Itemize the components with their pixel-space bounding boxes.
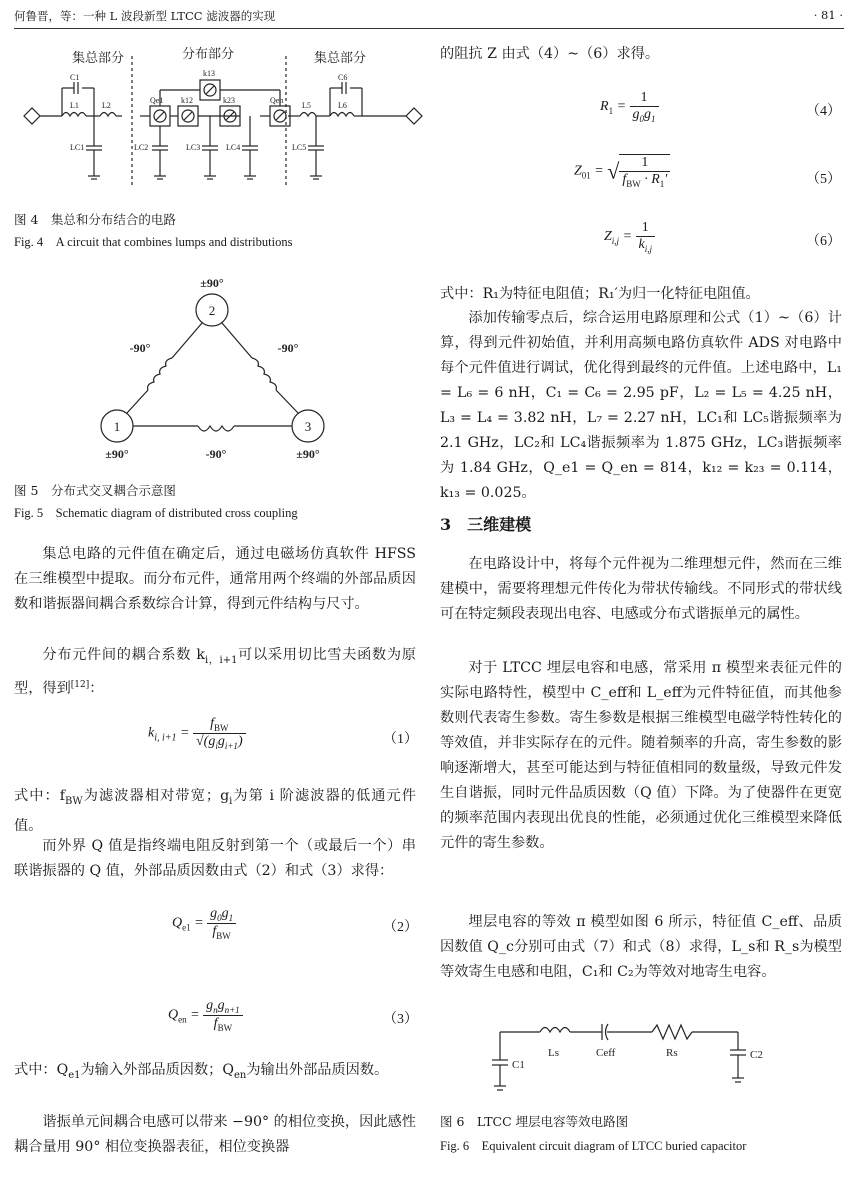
- fig4-comp-lc2: LC2: [134, 143, 149, 152]
- fig6-caption-en: Fig. 6 Equivalent circuit diagram of LTCC buried capacitor: [440, 1139, 747, 1153]
- fig5-caption-cn: 图 5 分布式交叉耦合示意图: [14, 483, 176, 498]
- section-heading: 3 三维建模: [440, 515, 532, 534]
- equation-6-number: （6）: [806, 234, 841, 249]
- fig4-circuit-diagram: [14, 38, 434, 198]
- fig4-label-distributed: 分布部分: [182, 46, 235, 61]
- fig5-node-3: 3: [304, 419, 312, 434]
- right-para-2: 添加传输零点后，综合运用电路原理和公式（1）~（6）计算，得到元件初始值，并利用高频电路仿真软件 ADS 对电路中每个元件值进行调试，优化得到最终的元件值。上述电路中，L₁ = L₆ = 6 nH，C₁ = C₆ = 2.95 pF，L₂ = L₅ = 4.25 nH，L₃ = L₄ = 3.82 nH，L₇ = 2.27 nH，LC₁和 LC₅谐振频率为 2.1 GHz，LC₂和 LC₄谐振频率为 1.875 GHz，LC₃谐振频率为 1.84 GHz，Q_e1 = Q_en = 814，k₁₂ = k₂₃ = 0.114，k₁₃ = 0.025。: [440, 310, 842, 501]
- fig5-node-2-label: ±90°: [200, 276, 224, 290]
- fig4-comp-l6: L6: [338, 101, 347, 110]
- fig4-comp-k13: k13: [203, 69, 215, 78]
- right-para-1: 式中：R₁为特征电阻值；R₁′为归一化特征电阻值。: [440, 286, 760, 302]
- fig4-comp-lc4: LC4: [226, 143, 241, 152]
- fig5-coupling-diagram: [80, 272, 360, 467]
- left-para-5: 式中：$Q_{e1}$为输入外部品质因数；$Q_{en}$为输出外部品质因数。: [14, 1062, 389, 1081]
- fig4-label-lumped-right: 集总部分: [314, 50, 367, 65]
- right-para-0: 的阻抗 Z 由式（4）~（6）求得。: [440, 46, 660, 62]
- fig4-comp-l2: L2: [102, 101, 111, 110]
- left-para-2: 分布元件间的耦合系数 $k_{i,i+1}$可以采用切比雪夫函数为原型，得到[12]：: [14, 647, 416, 697]
- equation-1: $k_{i, i+1}$ = $\frac{f_{BW}}{√(g_ig_{i+1})}$: [148, 716, 246, 751]
- fig6-label-ls: Ls: [548, 1047, 559, 1059]
- fig6-label-c2: C2: [750, 1049, 763, 1061]
- fig4-caption-cn: 图 4 集总和分布结合的电路: [14, 212, 176, 227]
- fig4-comp-c1: C1: [70, 73, 80, 82]
- left-para-4: 而外界 Q 值是指终端电阻反射到第一个（或最后一个）串联谐振器的 Q 值，外部品质因数由式（2）和式（3）求得：: [14, 838, 416, 879]
- fig4-comp-k12: k12: [181, 96, 193, 105]
- left-para-6: 谐振单元间耦合电感可以带来 −90° 的相位变换，因此感性耦合量用 90° 相位变换器表征，相位变换器: [14, 1114, 416, 1155]
- left-para-3: 式中：$f_{BW}$为滤波器相对带宽；$g_i$为第 i 阶滤波器的低通元件值。: [14, 788, 416, 834]
- equation-2-number: （2）: [383, 920, 418, 935]
- fig4-label-lumped-left: 集总部分: [72, 50, 125, 65]
- fig4-comp-qen: Qen: [270, 96, 284, 105]
- fig5-node-1: 1: [113, 419, 121, 434]
- fig5-node-3-label: ±90°: [296, 447, 320, 461]
- fig5-node-1-label: ±90°: [105, 447, 129, 461]
- fig6-equivalent-circuit: [480, 1010, 780, 1100]
- running-header: 何鲁晋，等：一种 L 波段新型 LTCC 滤波器的实现: [14, 9, 276, 23]
- fig4-comp-qe1: Qe1: [150, 96, 164, 105]
- header-rule: [14, 28, 844, 29]
- equation-5-number: （5）: [806, 172, 841, 187]
- equation-2: $Q_{e1}$ = $\frac{g_0g_1}{f_{BW}}$: [172, 906, 236, 941]
- fig4-comp-lc1: LC1: [70, 143, 85, 152]
- fig4-comp-c6: C6: [338, 73, 348, 82]
- right-para-5: 埋层电容的等效 π 模型如图 6 所示，特征值 C_eff、品质因数值 Q_c分别可由式（7）和式（8）求得，L_s和 R_s为模型等效寄生电感和电阻，C₁和 C₂为等效对地寄生电容。: [440, 914, 842, 980]
- fig5-edge-left-label: -90°: [129, 341, 151, 355]
- fig6-label-rs: Rs: [666, 1047, 678, 1059]
- right-para-3: 在电路设计中，将每个元件视为二维理想元件，然而在三维建模中，需要将理想元件传化为带状传输线。不同形式的带状线可在特定频段表现出电容、电感或分布式谐振单元的属性。: [440, 556, 842, 622]
- equation-5: $Z_{01}$ = √ $\frac{1}{f_{BW} \cdot R_1'}$: [574, 154, 670, 189]
- fig5-edge-bottom-label: -90°: [205, 447, 227, 461]
- fig4-comp-l5: L5: [302, 101, 311, 110]
- fig4-comp-l1: L1: [70, 101, 79, 110]
- page-number: · 81 ·: [813, 8, 843, 22]
- left-para-1: 集总电路的元件值在确定后，通过电磁场仿真软件 HFSS 在三维模型中提取。而分布元件，通常用两个终端的外部品质因数和谐振器间耦合系数综合计算，得到元件结构与尺寸。: [14, 546, 416, 612]
- fig4-comp-lc5: LC5: [292, 143, 307, 152]
- equation-1-number: （1）: [383, 732, 418, 747]
- equation-4: $R_1$ = $\frac{1}{g_0g_1}$: [600, 90, 659, 124]
- fig6-caption-cn: 图 6 LTCC 埋层电容等效电路图: [440, 1114, 629, 1129]
- fig6-label-c1: C1: [512, 1059, 525, 1071]
- fig5-edge-right-label: -90°: [277, 341, 299, 355]
- equation-4-number: （4）: [806, 104, 841, 119]
- fig6-label-ceff: Ceff: [596, 1047, 616, 1059]
- fig4-comp-k23: k23: [223, 96, 235, 105]
- fig4-caption-en: Fig. 4 A circuit that combines lumps and distributions: [14, 235, 293, 249]
- equation-3: $Q_{en}$ = $\frac{g_ng_{n+1}}{f_{BW}}$: [168, 998, 243, 1033]
- fig4-comp-lc3: LC3: [186, 143, 201, 152]
- right-para-4: 对于 LTCC 埋层电容和电感，常采用 π 模型来表征元件的实际电路特性，模型中 C_eff和 L_eff为元件特征值，而其他参数则代表寄生参数。寄生参数是根据三维模型电磁学特性转化的等效值，并非实际存在的元件。随着频率的升高，寄生参数的影响逐渐增大，甚至可能达到与特征值相同的数量级，导致元件发生自谐振，同时元件品质因数（Q 值）下降。为了使器件在更宽的频率范围内表现出优良的性能，必须通过优化三维模型来降低元件的寄生参数。: [440, 660, 842, 851]
- fig5-node-2: 2: [208, 303, 216, 318]
- equation-6: $Z_{i,j}$ = $\frac{1}{k_{i,j}}$: [604, 220, 655, 254]
- equation-3-number: （3）: [383, 1012, 418, 1027]
- fig5-caption-en: Fig. 5 Schematic diagram of distributed cross coupling: [14, 506, 298, 520]
